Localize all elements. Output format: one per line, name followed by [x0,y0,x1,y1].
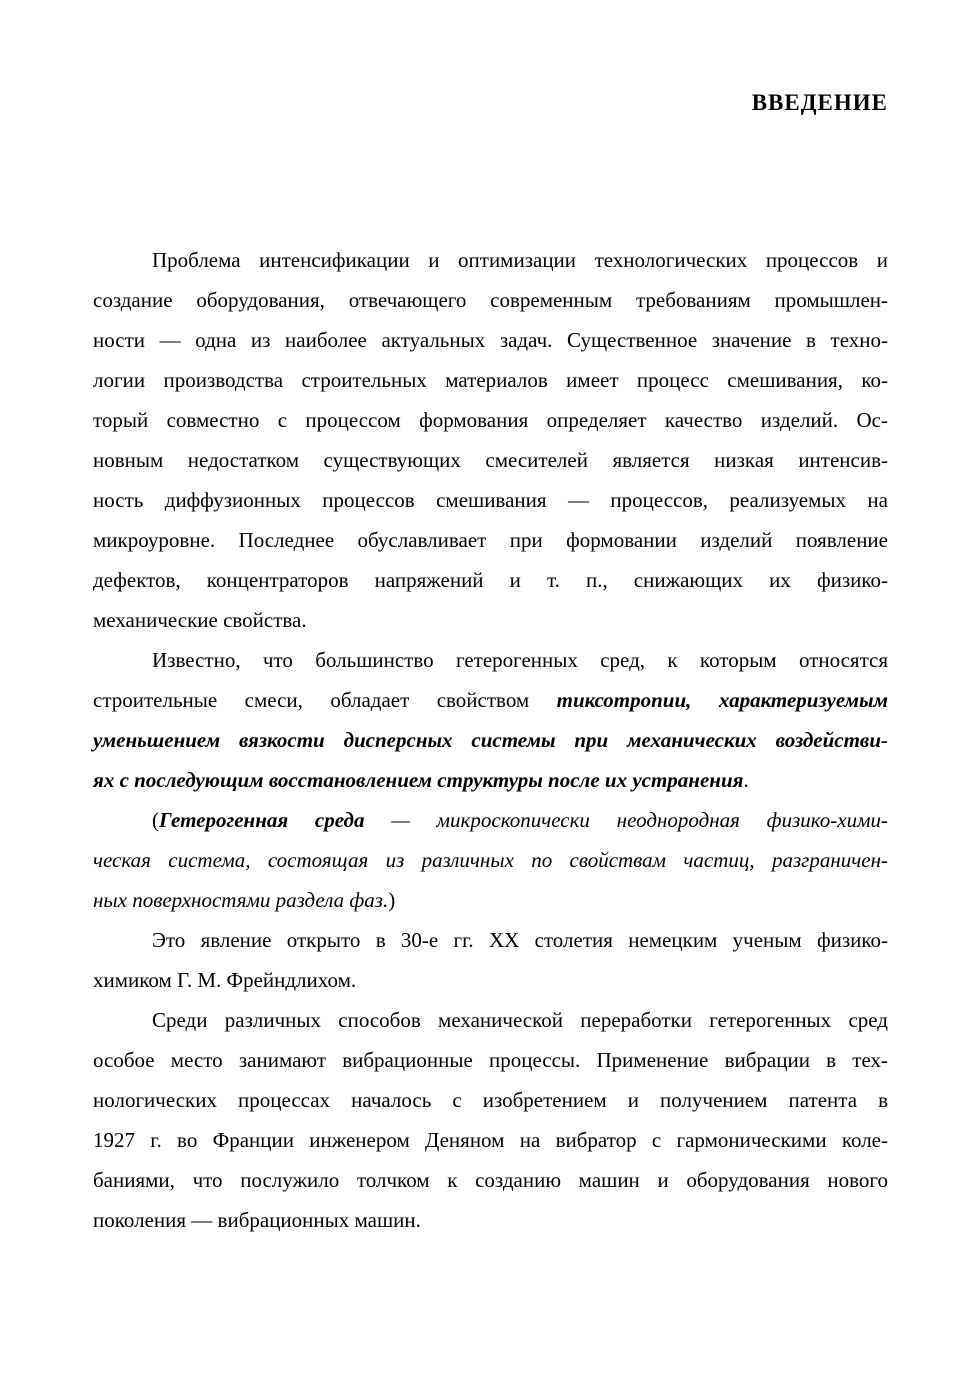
document-body [93,240,888,1240]
text-segment: 1927 г. во Франции инженером Деняном на вибратор с гармоническими коле- [93,1128,888,1152]
text-line [93,1160,888,1200]
text-segment: — микроскопически неоднородная физико-хими- [364,808,888,832]
text-segment: тиксотропии, характеризуемым [556,688,889,712]
text-line [93,560,888,600]
text-segment: уменьшением вязкости дисперсных системы при механических воздействи- [93,728,888,752]
text-segment: ( [152,808,159,832]
text-line [93,960,888,1000]
text-line [93,440,888,480]
text-line [93,840,888,880]
paragraph [93,640,888,800]
text-line [93,1120,888,1160]
text-segment: создание оборудования, отвечающего современным требованиям промышлен- [93,288,888,312]
text-segment: новным недостатком существующих смесителей является низкая интенсив- [93,448,888,472]
text-line [93,680,888,720]
text-line [93,240,888,280]
text-line [93,600,888,640]
text-line [93,880,888,920]
text-line [93,280,888,320]
text-segment: Это явление открыто в 30-е гг. XX столетия немецким ученым физико- [152,928,888,952]
text-segment: логии производства строительных материалов имеет процесс смешивания, ко- [93,368,888,392]
text-segment: ности — одна из наиболее актуальных задач. Существенное значение в техно- [93,328,888,352]
text-line [93,520,888,560]
paragraph [93,1000,888,1240]
text-line [93,320,888,360]
text-line [93,480,888,520]
text-segment: ) [388,888,396,912]
text-line [93,1040,888,1080]
text-segment: ность диффузионных процессов смешивания — процессов, реализуемых на [93,488,888,512]
text-segment: нологических процессах началось с изобретением и получением патента в [93,1088,888,1112]
text-segment: Проблема интенсификации и оптимизации технологических процессов и [152,248,888,272]
text-line [93,360,888,400]
text-segment: механические свойства. [93,608,307,632]
text-segment: ных поверхностями раздела фаз. [93,888,389,912]
text-segment: ях с последующим восстановлением структуры после их устранения [93,768,744,792]
text-segment: Гетерогенная среда [159,808,365,832]
text-segment: строительные смеси, обладает свойством [93,688,557,712]
text-segment: Известно, что большинство гетерогенных сред, к которым относятся [152,648,888,672]
text-segment: особое место занимают вибрационные процессы. Применение вибрации в тех- [93,1048,888,1072]
text-line [93,760,888,800]
text-line [93,920,888,960]
text-segment: баниями, что послужило толчком к созданию машин и оборудования нового [93,1168,888,1192]
text-line [93,800,888,840]
paragraph [93,800,888,920]
text-line [93,720,888,760]
text-segment: . [743,768,749,792]
paragraph [93,920,888,1000]
text-segment: Среди различных способов механической переработки гетерогенных сред [152,1008,888,1032]
text-segment: поколения — вибрационных машин. [93,1208,421,1232]
text-line [93,400,888,440]
text-line [93,1000,888,1040]
text-line [93,640,888,680]
text-segment: химиком Г. М. Фрейндлихом. [93,968,357,992]
text-segment: микроуровне. Последнее обуславливает при формовании изделий появление [93,528,888,552]
text-line [93,1200,888,1240]
text-segment: торый совместно с процессом формования определяет качество изделий. Ос- [93,408,888,432]
page-title: ВВЕДЕНИЕ [751,90,888,115]
text-line [93,1080,888,1120]
paragraph [93,240,888,640]
text-segment: дефектов, концентраторов напряжений и т. п., снижающих их физико- [93,568,888,592]
text-segment: ческая система, состоящая из различных по свойствам частиц, разграничен- [93,848,888,872]
